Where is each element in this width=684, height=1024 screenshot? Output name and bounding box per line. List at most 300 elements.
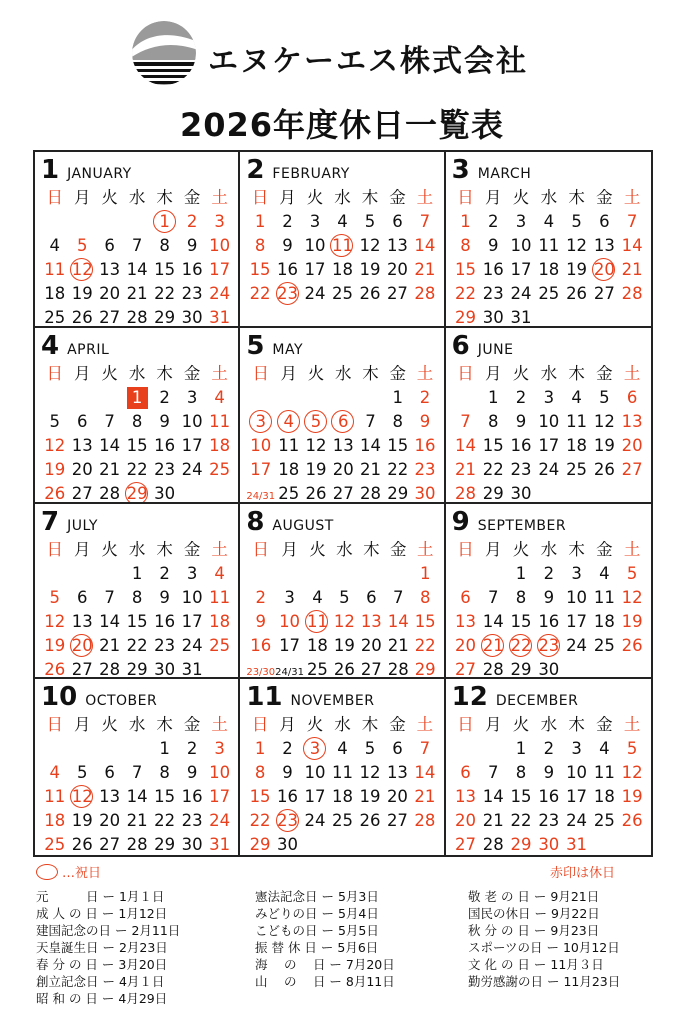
- day-cell: 31: [181, 659, 203, 679]
- day-cell: 10: [279, 611, 301, 631]
- day-cell: 7: [393, 587, 404, 607]
- day-cell: 6: [626, 387, 638, 407]
- weekday-header: 火: [512, 188, 530, 207]
- calendar-grid: [33, 150, 653, 857]
- month-name: JULY: [67, 517, 98, 534]
- holiday-entry: みどりの日 ー 5月4日: [255, 906, 379, 921]
- day-cell: 21: [482, 811, 504, 831]
- day-cell: 12: [621, 587, 643, 607]
- month-header: [246, 332, 438, 360]
- month-header: [452, 508, 646, 536]
- day-cell: 22: [414, 635, 436, 655]
- day-cell: 6: [599, 212, 610, 231]
- day-cell: 7: [460, 411, 471, 431]
- empty-cell: [178, 482, 205, 504]
- weekday-header: 火: [101, 363, 118, 383]
- weekday-header: 水: [540, 715, 558, 735]
- day-cell: 29: [123, 482, 150, 504]
- month-november: [240, 679, 445, 855]
- day-cell: 27: [455, 835, 477, 855]
- day-cell: 21: [414, 260, 436, 279]
- day-cell: 23: [274, 282, 301, 306]
- day-cell: 13: [386, 236, 408, 255]
- month-january: [35, 152, 240, 328]
- month-header: [41, 508, 233, 536]
- day-cell: 2: [543, 739, 555, 759]
- day-cell: 22: [126, 459, 148, 479]
- holiday-entry: 憲法記念日 ー 5月3日: [255, 889, 379, 904]
- day-cell: 10: [181, 587, 203, 607]
- day-cell: 7: [104, 411, 115, 431]
- weekday-header: 金: [596, 539, 613, 559]
- weekday-header: 土: [416, 539, 434, 559]
- day-cell: 8: [254, 763, 266, 783]
- day-cell: 14: [126, 260, 148, 279]
- empty-cell: [304, 562, 331, 586]
- month-september: [446, 504, 651, 680]
- day-cell: 2: [543, 563, 555, 583]
- day-cell: 20: [455, 635, 477, 655]
- day-cell: 4: [49, 763, 60, 783]
- day-cell: 3: [543, 387, 555, 407]
- day-cell: 17: [209, 260, 231, 279]
- month-name: JUNE: [477, 341, 514, 358]
- month-name: NOVEMBER: [290, 693, 375, 710]
- day-cell: 22: [154, 811, 176, 831]
- day-cell: 1: [515, 739, 527, 759]
- day-cell: 15: [154, 787, 176, 807]
- month-name: MAY: [272, 341, 304, 358]
- month-number: 6: [451, 330, 470, 361]
- empty-cell: [246, 386, 275, 410]
- day-cell: 12: [566, 236, 588, 255]
- weekday-header: 木: [568, 363, 585, 383]
- month-header: [452, 332, 646, 360]
- holiday-list-col1: [36, 888, 180, 1007]
- holiday-circle-icon: [36, 864, 58, 880]
- day-cell: 22: [249, 811, 271, 831]
- month-name: MARCH: [477, 166, 532, 182]
- weekday-header: 木: [362, 363, 379, 383]
- month-number: 10: [41, 682, 78, 713]
- empty-cell: [590, 658, 618, 680]
- empty-cell: [452, 737, 480, 761]
- day-cell: 7: [104, 587, 115, 607]
- day-cell: 15: [249, 260, 271, 279]
- day-cell: 29: [249, 835, 271, 855]
- holiday-entry: 海 の 日 ー 7月20日: [255, 957, 395, 972]
- empty-cell: [452, 562, 480, 586]
- month-october: [35, 679, 240, 855]
- month-name: JANUARY: [67, 166, 132, 182]
- weekday-header: 日: [46, 715, 63, 735]
- empty-cell: [357, 386, 384, 410]
- day-cell: 18: [593, 611, 615, 631]
- day-cell: 24: [181, 459, 203, 479]
- weekday-header: 日: [252, 539, 269, 559]
- day-cell: 8: [131, 411, 143, 431]
- weekday-header: 月: [485, 363, 502, 383]
- empty-cell: [452, 386, 480, 410]
- weekday-header: 火: [307, 363, 325, 383]
- day-cell: 20: [71, 459, 93, 479]
- weekday-header: 月: [281, 539, 298, 559]
- month-days: [246, 538, 438, 680]
- holiday-entry: 文 化 の 日 ー 11月３日: [468, 957, 604, 972]
- day-cell: 8: [515, 763, 527, 783]
- day-cell: 1: [515, 563, 527, 583]
- day-cell: 25: [306, 659, 328, 679]
- month-number: 5: [246, 330, 265, 361]
- day-cell: 11: [566, 411, 588, 431]
- month-header: [246, 156, 438, 184]
- day-cell: 28: [99, 659, 121, 679]
- day-cell: 16: [154, 611, 176, 631]
- day-cell: 9: [282, 763, 293, 783]
- weekday-header: 金: [390, 539, 407, 559]
- day-cell: 28: [414, 284, 436, 303]
- day-cell: 19: [333, 635, 355, 655]
- day-cell: 17: [250, 459, 272, 479]
- day-cell: 15: [510, 611, 532, 631]
- day-cell: 14: [387, 611, 409, 631]
- day-cell: 25: [593, 811, 615, 831]
- day-cell: 15: [414, 611, 436, 631]
- day-cell: 5: [364, 739, 376, 759]
- day-cell: 11: [44, 260, 66, 279]
- weekday-header: 水: [336, 539, 353, 559]
- day-cell: 9: [543, 763, 555, 783]
- day-cell: 4: [599, 563, 610, 583]
- day-cell: 25: [209, 635, 231, 655]
- day-cell: 26: [359, 811, 381, 831]
- day-cell: 16: [250, 635, 272, 655]
- day-cell: 22: [507, 634, 535, 658]
- day-cell: 28: [482, 835, 504, 855]
- empty-cell: [41, 737, 68, 761]
- month-days: [41, 538, 233, 680]
- month-header: [452, 683, 646, 711]
- day-cell: 2: [255, 587, 266, 607]
- day-cell: 14: [99, 435, 121, 455]
- day-cell: 23: [482, 284, 504, 303]
- day-cell: 24: [510, 284, 532, 303]
- day-cell: 24: [209, 284, 231, 303]
- weekday-header: 土: [416, 715, 434, 735]
- day-cell: 4: [337, 212, 348, 231]
- weekday-header: 金: [183, 363, 201, 383]
- weekday-header: 金: [389, 715, 406, 735]
- day-cell: 17: [279, 635, 301, 655]
- day-cell: 24: [566, 811, 588, 831]
- day-cell: 7: [488, 763, 499, 783]
- day-cell: 25: [278, 483, 300, 503]
- day-cell: 10: [304, 236, 326, 255]
- weekday-header: 土: [416, 188, 434, 207]
- day-cell: 1: [151, 210, 178, 234]
- day-cell: 27: [71, 659, 93, 679]
- day-cell: 27: [99, 308, 121, 327]
- day-cell: 23: [535, 634, 563, 658]
- empty-cell: [302, 386, 329, 410]
- day-cell: 19: [359, 787, 381, 807]
- day-cell: 31: [566, 835, 588, 855]
- day-cell: 18: [209, 611, 231, 631]
- day-cell: 18: [538, 260, 560, 279]
- day-cell: 11: [304, 610, 331, 634]
- day-cell: 1: [254, 739, 266, 759]
- day-cell: 19: [621, 787, 643, 807]
- day-cell: 12: [68, 258, 95, 282]
- day-cell: 8: [392, 411, 404, 431]
- day-cell: 14: [482, 787, 504, 807]
- weekday-header: 木: [156, 363, 173, 383]
- weekday-header: 金: [183, 715, 201, 735]
- empty-cell: [96, 386, 123, 410]
- day-cell: 6: [104, 236, 115, 255]
- weekday-header: 土: [211, 715, 228, 735]
- day-cell: 25: [331, 284, 353, 303]
- empty-cell: [206, 658, 233, 680]
- empty-cell: [479, 737, 507, 761]
- day-cell: 13: [386, 763, 408, 783]
- day-cell: 27: [386, 811, 408, 831]
- day-cell: 15: [482, 435, 504, 455]
- empty-cell: [41, 386, 68, 410]
- day-cell: 7: [131, 236, 143, 255]
- day-cell: 2: [186, 212, 198, 231]
- month-header: [246, 683, 438, 711]
- day-cell: 26: [621, 635, 643, 655]
- day-cell: 12: [621, 763, 643, 783]
- day-cell: 10: [181, 411, 203, 431]
- company-name: エヌケーエス株式会社: [208, 44, 528, 79]
- day-cell: 20: [68, 634, 95, 658]
- month-number: 4: [41, 330, 60, 361]
- weekday-header: 木: [361, 715, 379, 735]
- month-days: [41, 713, 233, 855]
- day-cell: 23: [154, 635, 176, 655]
- day-cell: 4: [571, 387, 582, 407]
- holiday-entry: 成 人 の 日 ー 1月12日: [36, 906, 168, 921]
- day-cell: 26: [621, 811, 643, 831]
- day-cell: 27: [621, 459, 643, 479]
- month-name: APRIL: [67, 341, 110, 358]
- day-cell: 29: [387, 483, 409, 503]
- empty-cell: [535, 482, 563, 504]
- day-cell: 23: [181, 284, 203, 303]
- weekday-header: 土: [211, 188, 228, 207]
- day-cell: 14: [126, 787, 148, 807]
- weekday-header: 木: [156, 715, 173, 735]
- day-cell: 21: [414, 787, 436, 807]
- empty-cell: [96, 737, 123, 761]
- day-cell: 27: [99, 835, 121, 855]
- empty-cell: [41, 562, 68, 586]
- day-cell: 7: [488, 587, 499, 607]
- day-cell: 8: [460, 236, 471, 255]
- day-cell: 20: [99, 811, 121, 831]
- day-cell: 28: [126, 835, 148, 855]
- day-cell: 18: [209, 435, 231, 455]
- weekday-header: 金: [596, 188, 613, 207]
- day-cell: 2: [282, 739, 293, 759]
- day-cell: 26: [593, 459, 615, 479]
- day-cell: 4: [275, 410, 302, 434]
- day-cell: 23: [510, 459, 532, 479]
- day-cell: 2: [282, 212, 293, 231]
- weekday-header: 木: [568, 715, 585, 735]
- day-cell: 9: [159, 587, 170, 607]
- weekday-header: 水: [128, 539, 146, 559]
- day-cell: 5: [571, 212, 582, 231]
- day-cell: 7: [626, 212, 638, 231]
- day-cell: 8: [159, 236, 170, 255]
- day-cell: 2: [159, 563, 170, 583]
- day-cell: 21: [360, 459, 382, 479]
- holiday-entry: 創立記念日 ー 4月１日: [36, 974, 165, 989]
- day-cell: 20: [590, 258, 618, 282]
- day-cell: 21: [99, 459, 121, 479]
- day-cell: 10: [566, 587, 588, 607]
- day-cell: 30: [510, 483, 532, 503]
- day-cell: 23: [181, 811, 203, 831]
- day-cell: 9: [255, 611, 266, 631]
- day-cell: 17: [304, 260, 326, 279]
- weekday-header: 金: [596, 363, 613, 383]
- day-cell: 16: [181, 260, 203, 279]
- day-cell: 3: [571, 563, 582, 583]
- day-cell: 18: [278, 459, 300, 479]
- day-cell: 1: [131, 563, 143, 583]
- weekday-header: 火: [309, 539, 326, 559]
- empty-cell: [618, 833, 646, 855]
- month-number: 7: [41, 506, 60, 537]
- day-cell: 10: [209, 763, 231, 783]
- day-cell: 22: [249, 284, 271, 303]
- day-cell: 17: [566, 611, 588, 631]
- day-cell: 3: [246, 410, 275, 434]
- empty-cell: [563, 306, 591, 328]
- weekday-header: 火: [512, 363, 530, 383]
- weekday-header: 水: [335, 363, 352, 383]
- day-cell: 12: [68, 785, 95, 809]
- day-cell: 11: [278, 435, 300, 455]
- day-cell: 21: [126, 811, 148, 831]
- day-cell: 12: [593, 411, 615, 431]
- day-cell: 10: [566, 763, 588, 783]
- day-cell: 29: [510, 659, 532, 679]
- day-cell: 8: [419, 587, 431, 607]
- month-name: AUGUST: [272, 517, 334, 534]
- day-cell: 3: [214, 739, 225, 759]
- holiday-entry: 元 日 ー 1月１日: [36, 889, 165, 904]
- company-logo-icon: [130, 20, 198, 86]
- day-cell: 28: [387, 659, 409, 679]
- day-cell: 15: [126, 611, 148, 631]
- day-cell: 29: [126, 659, 148, 679]
- month-days: [246, 186, 438, 306]
- day-cell: 9: [159, 411, 170, 431]
- weekday-header: 木: [156, 188, 173, 207]
- weekday-header: 水: [334, 715, 351, 735]
- day-cell: 23/30: [246, 666, 276, 678]
- day-cell: 16: [277, 787, 299, 807]
- day-cell: 2: [186, 739, 198, 759]
- day-cell: 13: [455, 611, 477, 631]
- day-cell: 18: [44, 811, 66, 831]
- day-cell: 24/31: [246, 490, 276, 502]
- day-cell: 1: [123, 386, 150, 410]
- empty-cell: [246, 562, 275, 586]
- day-cell: 1: [460, 212, 471, 231]
- month-days: [452, 186, 646, 328]
- empty-cell: [68, 737, 95, 761]
- day-cell: 20: [332, 459, 354, 479]
- day-cell: 19: [44, 635, 66, 655]
- day-cell: 27: [71, 483, 93, 503]
- day-cell: 12: [44, 435, 66, 455]
- empty-cell: [563, 482, 591, 504]
- day-cell: 26: [359, 284, 381, 303]
- day-cell: 29: [510, 835, 532, 855]
- day-cell: 15: [249, 787, 271, 807]
- month-february: [240, 152, 445, 328]
- day-cell: 14: [621, 236, 643, 255]
- day-cell: 9: [419, 411, 431, 431]
- day-cell: 29: [414, 659, 436, 679]
- day-cell: 17: [538, 435, 560, 455]
- day-cell: 25: [593, 635, 615, 655]
- empty-cell: [275, 562, 304, 586]
- day-cell: 5: [49, 587, 60, 607]
- day-cell: 24: [181, 635, 203, 655]
- day-cell: 28: [414, 811, 436, 831]
- day-cell: 19: [359, 260, 381, 279]
- empty-cell: [618, 482, 646, 504]
- weekday-header: 水: [334, 188, 351, 207]
- day-cell: 3: [186, 563, 198, 583]
- weekday-header: 月: [279, 715, 296, 735]
- month-header: [41, 332, 233, 360]
- month-name: DECEMBER: [495, 693, 579, 710]
- day-cell: 25: [566, 459, 588, 479]
- day-cell: 2: [159, 387, 170, 407]
- day-cell: 14: [360, 435, 382, 455]
- day-cell: 4: [599, 739, 610, 759]
- holiday-entry: 天皇誕生日 ー 2月23日: [36, 940, 168, 955]
- day-cell: 13: [593, 236, 615, 255]
- holiday-list-col2: [255, 888, 395, 990]
- weekday-header: 月: [73, 363, 91, 383]
- day-cell: 28: [360, 483, 382, 503]
- day-cell: 11: [209, 411, 231, 431]
- day-cell: 5: [302, 410, 329, 434]
- day-cell: 23: [414, 459, 436, 479]
- day-cell: 5: [599, 387, 610, 407]
- day-cell: 12: [44, 611, 66, 631]
- day-cell: 30: [538, 835, 560, 855]
- weekday-header: 土: [416, 363, 434, 383]
- day-cell: 13: [99, 260, 121, 279]
- day-cell: 1: [419, 563, 431, 583]
- weekday-header: 火: [306, 188, 324, 207]
- day-cell: 18: [331, 787, 353, 807]
- weekday-header: 月: [485, 539, 502, 559]
- month-days: [452, 538, 646, 680]
- empty-cell: [590, 482, 618, 504]
- holiday-entry: こどもの日 ー 5月5日: [255, 923, 379, 938]
